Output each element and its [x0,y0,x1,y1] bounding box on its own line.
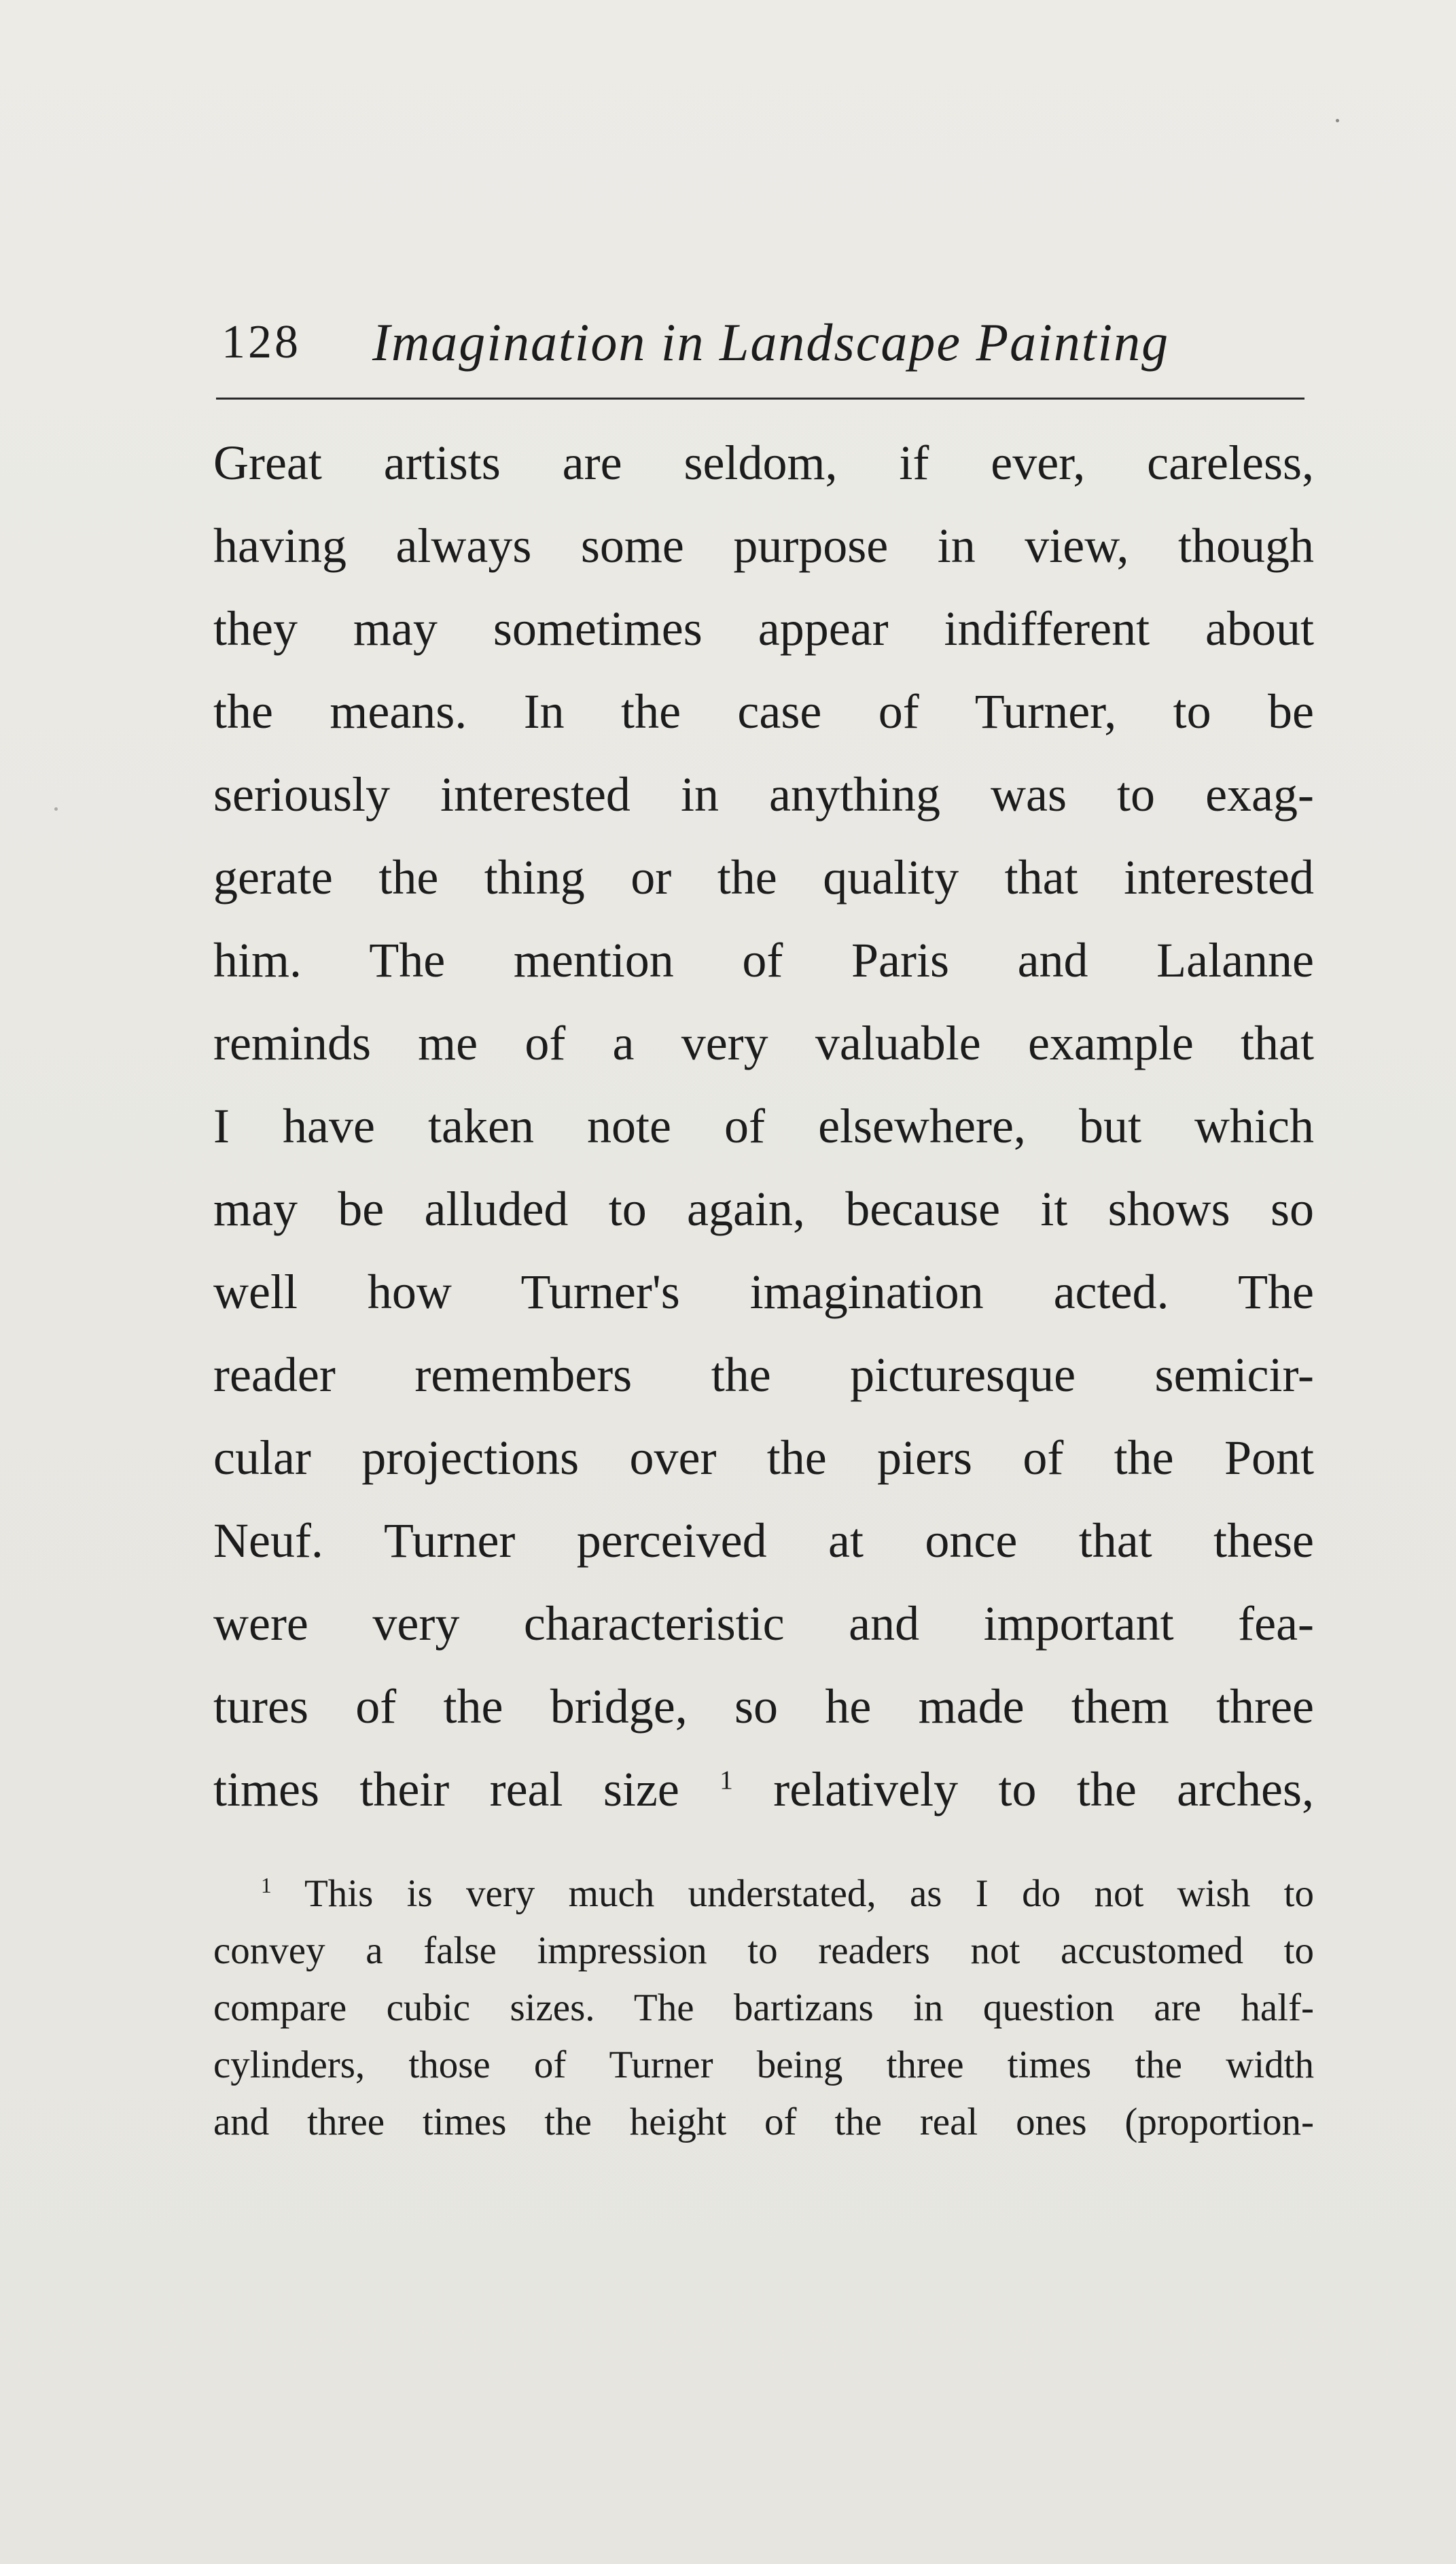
text-segment: relatively to the arches, [732,1762,1314,1816]
text-line: Great artists are seldom, if ever, careless, [213,436,1314,490]
text-line: I have taken note of elsewhere, but which [213,1099,1314,1153]
footnote-line: cylinders, those of Turner being three times the width [213,2043,1314,2086]
footnote-line: compare cubic sizes. The bartizans in question are half- [213,1986,1314,2029]
footnote-text: This is very much understated, as I do not wish to [271,1872,1314,1915]
text-line: Neuf. Turner perceived at once that these [213,1513,1314,1568]
page-number: 128 [221,316,301,368]
body-text [213,421,1321,1831]
footnote-line [213,1865,1314,1922]
text-line: were very characteristic and important fea- [213,1596,1314,1651]
paper-speck [1336,119,1339,122]
running-head: Imagination in Landscape Painting [372,313,1170,372]
text-line: tures of the bridge, so he made them three [213,1679,1314,1734]
text-line: cular projections over the piers of the Pont [213,1430,1314,1485]
text-line: him. The mention of Paris and Lalanne [213,933,1314,987]
text-segment: times their real size [213,1762,679,1816]
footnote-reference: 1 [720,1765,733,1795]
text-line: seriously interested in anything was to exag- [213,767,1314,822]
footnote [213,1865,1314,2151]
text-line: well how Turner's imagination acted. The [213,1265,1314,1319]
text-line: may be alluded to again, because it shows so [213,1182,1314,1236]
text-line: reminds me of a very valuable example that [213,1016,1314,1070]
paper-speck [54,807,58,811]
footnote-line: convey a false impression to readers not accustomed to [213,1929,1314,1972]
page-header [216,309,1304,384]
text-line: having always some purpose in view, though [213,519,1314,573]
text-line-with-footnote-ref [213,1748,1314,1831]
text-line: gerate the thing or the quality that interested [213,850,1314,905]
text-line: they may sometimes appear indifferent about [213,601,1314,656]
footnote-line: and three times the height of the real ones (proportion- [213,2101,1314,2143]
header-rule [216,398,1304,400]
text-line: reader remembers the picturesque semicir- [213,1348,1314,1402]
text-line: the means. In the case of Turner, to be [213,684,1314,739]
footnote-marker: 1 [261,1874,272,1897]
